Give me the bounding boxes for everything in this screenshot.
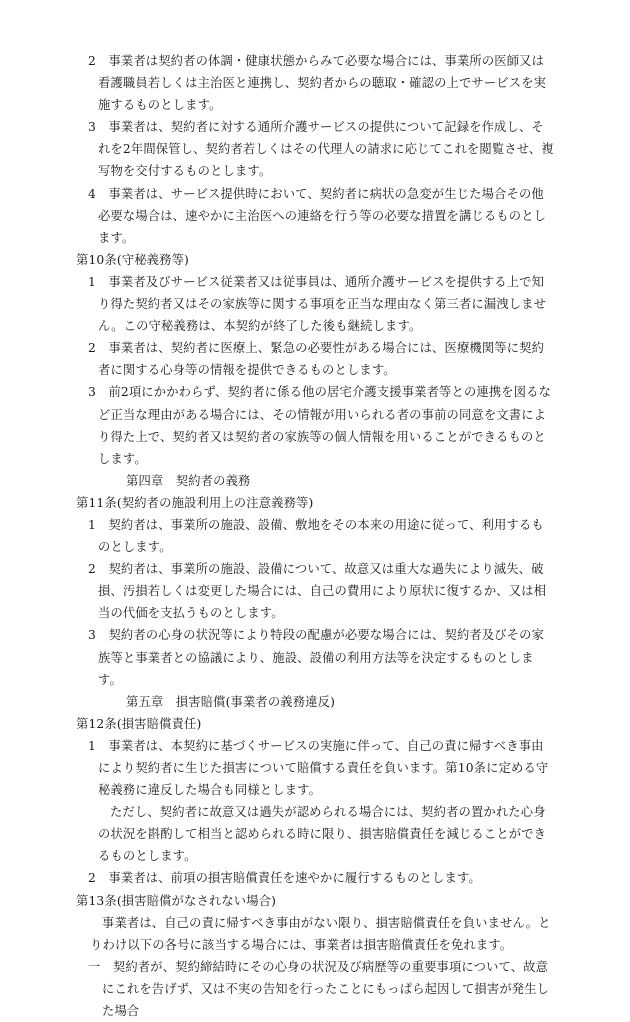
document-page [76,50,554,1022]
article-heading: 第10条(守秘義務等) [76,252,189,267]
clause-text: 事業者は、契約者に医療上、緊急の必要性がある場合には、医療機関等に契約者に関する心身等の情報を提供できるものとします。 [98,341,545,378]
clause-number: 1 [88,517,96,532]
sub-item-number: 一 [88,959,101,974]
clause-number: 2 [88,341,96,356]
clause-item [76,735,554,801]
clause-number: 2 [88,562,96,577]
clause-text: 事業者は、本契約に基づくサービスの実施に伴って、自己の責に帰すべき事由により契約者に生じた損害について賠償する責任を負います。第10条に定める守秘義務に違反した場合も同様とします。 [98,738,549,798]
clause-item [76,271,554,337]
clause-item [76,337,554,381]
clause-item [76,183,554,249]
clause-item [76,381,554,469]
article-body: 事業者は、自己の責に帰すべき事由がない限り、損害賠償責任を負いません。とりわけ以下の各号に該当する場合には、事業者は損害賠償責任を免れます。 [90,915,551,952]
clause-number: 2 [88,871,96,886]
clause-item [76,116,554,182]
clause-continuation: ただし、契約者に故意又は過失が認められる場合には、契約者の置かれた心身の状況を斟酌して相当と認められる時に限り、損害賠償責任を減じることができるものとします。 [98,805,547,864]
clause-text: 契約者は、事業所の施設、設備、敷地をその本来の用途に従って、利用するものとします。 [98,517,544,555]
article-heading: 第11条(契約者の施設利用上の注意義務等) [76,495,314,510]
clause-item [76,624,554,690]
clause-number: 3 [88,385,96,400]
article-heading: 第13条(損害賠償がなされない場合) [76,893,277,908]
clause-text: 事業者は、契約者に対する通所介護サービスの提供について記録を作成し、それを2年間保管し、契約者若しくはその代理人の請求に応じてこれを閲覧させ、複写物を交付するものとします。 [98,120,554,179]
clause-text: 事業者及びサービス従業者又は従事員は、通所介護サービスを提供する上で知り得た契約者又はその家族等に関する事項を正当な理由なく第三者に漏洩しません。この守秘義務は、本契約が終了した後も継続します。 [98,274,547,334]
clause-number: 3 [88,628,96,643]
sub-item [76,956,554,1022]
sub-item-text: 契約者が、契約締結時にその心身の状況及び病歴等の重要事項について、故意にこれを告げず、又は不実の告知を行ったことにもっぱら起因して損害が発生した場合 [102,959,550,1019]
clause-text: 前2項にかかわらず、契約者に係る他の居宅介護支援事業者等との連携を図るなど正当な理由がある場合には、その情報が用いられる者の事前の同意を文書により得た上で、契約者又は契約者の家族等の個人情報を用いることができるものとします。 [98,385,552,466]
clause-text: 事業者は、サービス提供時において、契約者に病状の急変が生じた場合その他必要な場合は、速やかに主治医への連絡を行う等の必要な措置を講じるものとします。 [98,186,547,245]
clause-number: 3 [88,120,96,135]
clause-item [76,867,554,889]
clause-number: 2 [88,54,96,68]
clause-item [76,514,554,558]
clause-number: 1 [88,738,96,753]
clause-text: 契約者は、事業所の施設、設備について、故意又は重大な過失により滅失、破損、汚損若しくは変更した場合には、自己の費用により原状に復するか、又は相当の代価を支払うものとします。 [98,562,547,621]
chapter-heading: 第四章 契約者の義務 [126,473,251,488]
clause-item [76,50,554,116]
clause-text: 契約者の心身の状況等により特段の配慮が必要な場合には、契約者及びその家族等と事業者との協議により、施設、設備の利用方法等を決定するものとします。 [98,628,545,687]
clause-number: 1 [88,274,96,289]
clause-item [76,558,554,624]
clause-text: 事業者は契約者の体調・健康状態からみて必要な場合には、事業所の医師又は看護職員若しくは主治医と連携し、契約者からの聴取・確認の上でサービスを実施するものとします。 [98,54,547,113]
clause-text: 事業者は、前項の損害賠償責任を速やかに履行するものとします。 [108,871,481,886]
chapter-heading: 第五章 損害賠償(事業者の義務違反) [126,694,336,709]
clause-number: 4 [88,186,96,201]
article-heading: 第12条(損害賠償責任) [76,716,202,731]
